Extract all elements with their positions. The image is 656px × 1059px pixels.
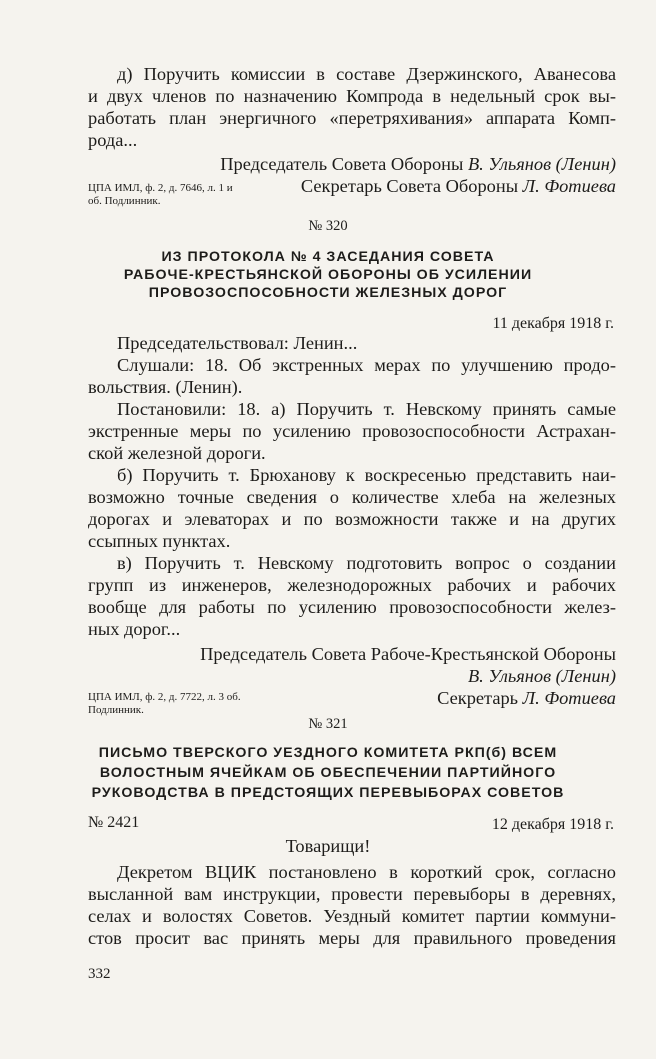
text-line: Постановили: 18. а) Поручить т. Невскому принять самые	[117, 399, 616, 419]
text-line: в) Поручить т. Невскому подготовить вопрос о создании	[117, 553, 616, 573]
signature-role: Председатель Совета Обороны	[220, 154, 468, 174]
text-line: селах и волостях Советов. Уездный комитет партии коммуни-	[88, 906, 616, 926]
text-line: ных дорог...	[88, 619, 181, 639]
source-line: ЦПА ИМЛ, ф. 2, д. 7646, л. 1 и	[88, 182, 233, 194]
archive-source-1	[88, 182, 233, 207]
text-line: дорогах и элеваторах и по возможности также и на других	[88, 509, 616, 529]
signature-name: В. Ульянов (Ленин)	[467, 154, 616, 174]
text-line: экстренные меры по усилению провозоспособности Астрахан-	[88, 421, 616, 441]
signature-name: Л. Фотиева	[522, 688, 616, 708]
text-line: д) Поручить комиссии в составе Дзержинского, Аванесова	[117, 64, 616, 84]
text-line: работать план энергичного «перетряхивания» аппарата Комп-	[88, 108, 616, 128]
greeting: Товарищи!	[285, 836, 371, 856]
signature-line	[88, 153, 616, 175]
signature-line: Председатель Совета Рабоче-Крестьянской Обороны	[200, 644, 616, 664]
document-title-line: ПИСЬМО ТВЕРСКОГО УЕЗДНОГО КОМИТЕТА РКП(б) ВСЕМ	[98, 745, 558, 761]
source-line: об. Подлинник.	[88, 194, 161, 207]
text-line: Председательствовал: Ленин...	[117, 333, 358, 353]
text-line: возможно точные сведения о количестве хлеба на железных	[88, 487, 616, 507]
text-line: рода...	[88, 130, 138, 150]
signature-name: В. Ульянов (Ленин)	[467, 666, 616, 686]
signature-role: Секретарь Совета Обороны	[300, 176, 523, 196]
document-date: 12 декабря 1918 г.	[491, 816, 614, 833]
document-date: 11 декабря 1918 г.	[492, 315, 614, 332]
text-line: б) Поручить т. Брюханову к воскресенью представить наи-	[117, 465, 616, 485]
signature-name: Л. Фотиева	[522, 176, 616, 196]
document-title-line: ВОЛОСТНЫМ ЯЧЕЙКАМ ОБ ОБЕСПЕЧЕНИИ ПАРТИЙНОГО	[99, 765, 557, 781]
text-line: и двух членов по назначению Компрода в недельный срок вы-	[88, 86, 616, 106]
text-line: Декретом ВЦИК постановлено в короткий срок, согласно	[117, 862, 616, 882]
text-line: вольствия. (Ленин).	[88, 377, 243, 397]
source-line: ЦПА ИМЛ, ф. 2, д. 7722, л. 3 об.	[88, 691, 241, 703]
text-line: ссыпных пунктах.	[88, 531, 231, 551]
source-line: Подлинник.	[88, 703, 144, 716]
document-number: № 321	[308, 716, 348, 732]
document-title-line: РУКОВОДСТВА В ПРЕДСТОЯЩИХ ПЕРЕВЫБОРАХ СОВЕТОВ	[91, 785, 565, 801]
registration-number: № 2421	[88, 814, 140, 831]
page-number: 332	[88, 966, 111, 982]
text-line: высланной вам инструкции, провести перевыборы в деревнях,	[88, 884, 616, 904]
text-line: вообще для работы по усилению провозоспособности желез-	[88, 597, 616, 617]
text-line: групп из инженеров, железнодорожных рабочих и рабочих	[88, 575, 616, 595]
document-title-line: РАБОЧЕ-КРЕСТЬЯНСКОЙ ОБОРОНЫ ОБ УСИЛЕНИИ	[123, 267, 533, 283]
document-title-line: ПРОВОЗОСПОСОБНОСТИ ЖЕЛЕЗНЫХ ДОРОГ	[148, 285, 508, 301]
signature-role: Секретарь	[437, 688, 523, 708]
text-line: стов просит вас принять меры для правильного проведения	[88, 928, 616, 948]
text-line: ской железной дороги.	[88, 443, 266, 463]
archive-source-2	[88, 691, 241, 716]
document-title-line: ИЗ ПРОТОКОЛА № 4 ЗАСЕДАНИЯ СОВЕТА	[161, 249, 495, 265]
document-number: № 320	[308, 218, 348, 234]
text-line: Слушали: 18. Об экстренных мерах по улучшению продо-	[117, 355, 616, 375]
